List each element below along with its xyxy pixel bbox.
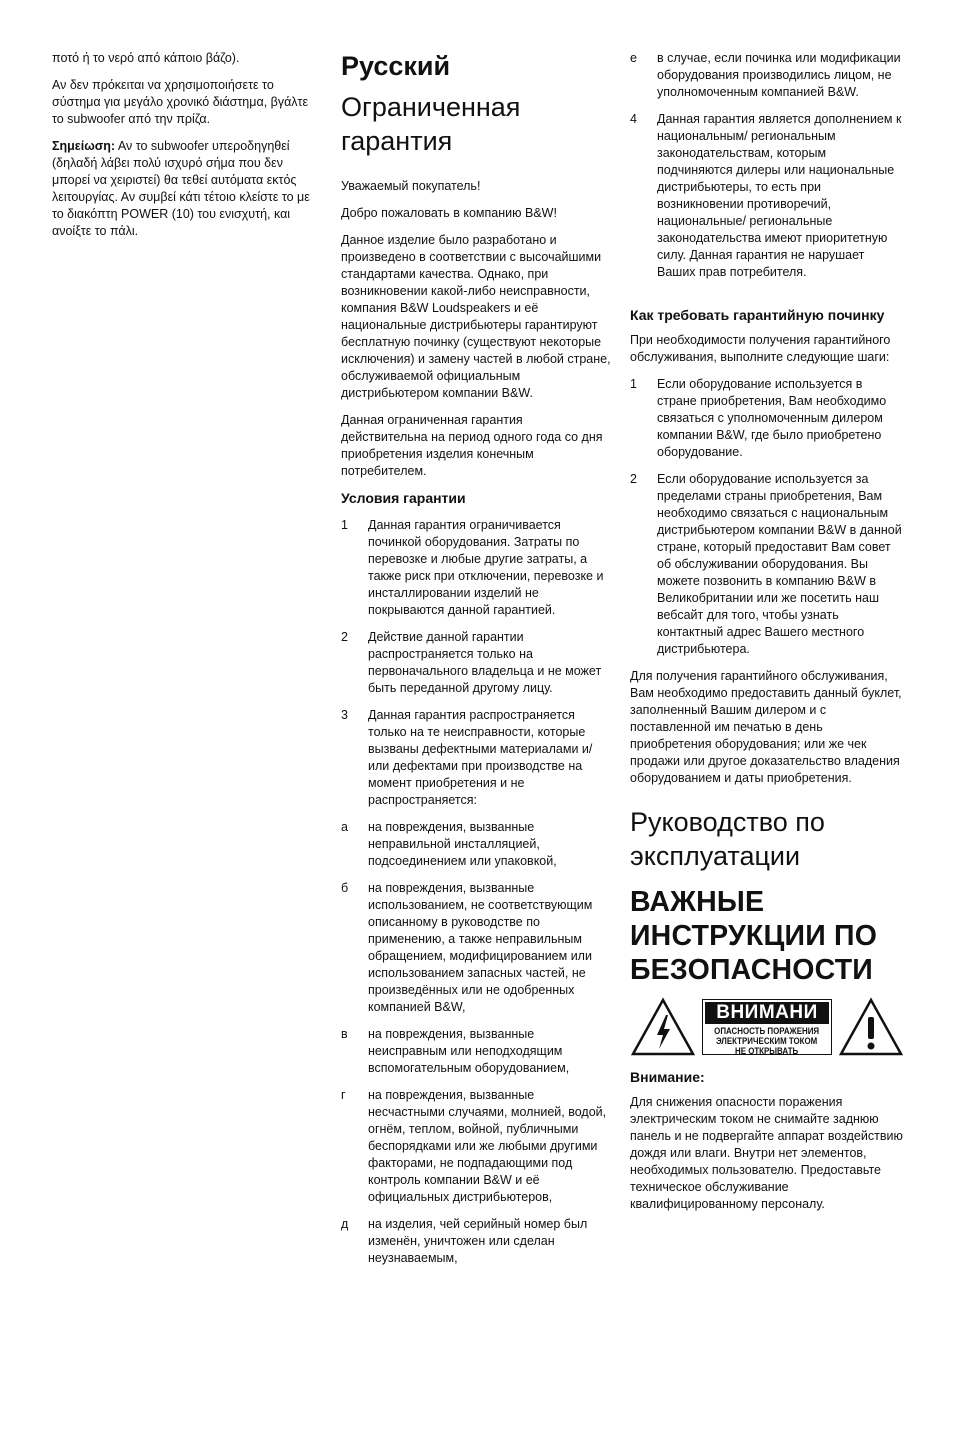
warning-box-title: ВНИМАНИ	[705, 1002, 829, 1024]
item-text: на повреждения, вызванные неправильной инсталляцией, подсоединением или упаковкой,	[368, 820, 557, 868]
item-text: Данная гарантия распространяется только на те неисправности, которые вызваны дефектными материалами и/или дефектами при производстве на момент приобретения и не распространяется:	[368, 708, 593, 807]
item-number: 3	[341, 708, 348, 722]
item-number: 2	[341, 630, 348, 644]
manual-title: Руководство по эксплуатации	[630, 807, 825, 871]
item-number: б	[341, 881, 349, 895]
item-text: Данная гарантия ограничивается починкой оборудования. Затраты по перевозке и любые другие затраты, а также риск при отключении, перевозке и инсталлировании изделий не покрываются данной гарантией.	[368, 518, 604, 617]
greek-paragraph-1: ποτό ή το νερό από κάποιο βάζο).	[52, 51, 240, 65]
item-text: на повреждения, вызванные неисправным или неподходящим вспомогательным оборудованием,	[368, 1027, 570, 1075]
conditions-title: Условия гарантии	[341, 490, 466, 506]
condition-item	[630, 50, 904, 101]
item-number: в	[341, 1027, 348, 1041]
caution-text: Для снижения опасности поражения электрическим током не снимайте заднюю панель и не подвергайте аппарат воздействию дождя или влаги. Внутри нет элементов, необходимых пользователю. Предоставьте техническое обслуживание квалифицированному персоналу.	[630, 1095, 903, 1211]
warranty-intro: Данное изделие было разработано и произведено в соответствии с высочайшими стандартами качества. Однако, при возникновении какой-либо неисправности, компания B&W Loudspeakers и её национальные дистрибьютеры гарантируют бесплатную починку (существуют некоторые исключения) и замену частей в любой стране, обслуживаемой официальным дистрибьютером компании B&W.	[341, 233, 611, 400]
condition-item	[341, 1026, 611, 1077]
russian-warranty-column	[341, 50, 611, 1277]
safety-title: ВАЖНЫЕ ИНСТРУКЦИИ ПО БЕЗОПАСНОСТИ	[630, 886, 878, 986]
claim-intro: При необходимости получения гарантийного обслуживания, выполните следующие шаги:	[630, 333, 891, 364]
warranty-title: Ограниченная гарантия	[341, 92, 521, 156]
condition-item	[341, 517, 611, 619]
item-number: 1	[341, 518, 348, 532]
language-title: Русский	[341, 51, 451, 81]
greeting: Уважаемый покупатель!	[341, 179, 481, 193]
condition-item	[341, 1216, 611, 1267]
greek-note	[52, 138, 320, 240]
warning-label-row	[630, 997, 904, 1057]
greek-note-text: Αν το subwoofer υπεροδηγηθεί (δηλαδή λάβει πολύ ισχυρό σήμα που δεν μπορεί να χειριστεί) θα τεθεί αυτόματα εκτός λειτουργίας. Αν συμβεί κάτι τέτοιο κλείστε το με το διακόπτη POWER (10) του ενισχυτή, και ανοίξτε το πάλι.	[52, 139, 310, 238]
welcome: Добро пожаловать в компанию B&W!	[341, 206, 557, 220]
condition-item	[341, 707, 611, 809]
item-number: е	[630, 51, 637, 65]
warning-box-text: ОПАСНОСТЬ ПОРАЖЕНИЯ ЭЛЕКТРИЧЕСКИМ ТОКОМ НЕ ОТКРЫВАТЬ	[714, 1026, 820, 1056]
item-text: на изделия, чей серийный номер был изменён, уничтожен или сделан неузнаваемым,	[368, 1217, 588, 1265]
greek-paragraph-2: Αν δεν πρόκειται να χρησιμοποιήσετε το σύστημα για μεγάλο χρονικό διάστημα, βγάλτε το subwoofer από την πρίζα.	[52, 78, 309, 126]
claim-item	[630, 376, 904, 461]
condition-item	[341, 1087, 611, 1206]
condition-item	[630, 111, 904, 281]
item-text: в случае, если починка или модификации оборудования производились лицом, не уполномоченным компанией B&W.	[657, 51, 901, 99]
item-number: а	[341, 820, 348, 834]
item-text: Данная гарантия является дополнением к национальным/ региональным законодательствам, которым подчиняются дилеры или национальные дистрибьютеры, то есть при возникновении противоречий, национальные/ региональные законодательства имеют приоритетную силу. Данная гарантия не нарушает Ваших прав потребителя.	[657, 112, 902, 279]
item-number: г	[341, 1088, 346, 1102]
greek-column	[52, 50, 320, 250]
item-text: Если оборудование используется за пределами страны приобретения, Вам необходимо связаться с национальным дистрибьютером компании B&W в данной стране, который предоставит Вам совет об обслуживании оборудования. Вы можете позвонить в компанию B&W в Великобритании или же посетить наш вебсайт для того, чтобы узнать контактный адрес Вашего местного дистрибьютера.	[657, 472, 902, 656]
item-number: д	[341, 1217, 349, 1231]
claim-title: Как требовать гарантийную починку	[630, 307, 885, 323]
item-text: Если оборудование используется в стране приобретения, Вам необходимо связаться с уполномоченным дилером компании B&W, где было приобретено оборудование.	[657, 377, 887, 459]
russian-claim-column	[630, 50, 904, 1223]
condition-item	[341, 880, 611, 1016]
exclamation-warning-icon	[838, 997, 904, 1057]
item-text: на повреждения, вызванные несчастными случаями, молнией, водой, огнём, теплом, войной, публичными беспорядками или же любыми другими факторами, не подпадающими под контроль компании B&W и её официальных дистрибьютеров,	[368, 1088, 607, 1204]
item-number: 4	[630, 112, 637, 126]
claim-item	[630, 471, 904, 658]
caution-title: Внимание:	[630, 1069, 705, 1085]
item-number: 2	[630, 472, 637, 486]
warranty-period: Данная ограниченная гарантия действительна на период одного года со дня приобретения изделия конечным потребителем.	[341, 413, 603, 478]
item-text: Действие данной гарантии распространяется только на первоначального владельца и не может быть переданной другому лицу.	[368, 630, 602, 695]
greek-note-label: Σημείωση:	[52, 139, 116, 153]
condition-item	[341, 629, 611, 697]
item-number: 1	[630, 377, 637, 391]
claim-outro: Для получения гарантийного обслуживания, Вам необходимо предоставить данный буклет, заполненный Вашим дилером и с поставленной им печатью в день приобретения оборудования; или же чек продажи или другое доказательство владения оборудованием и даты приобретения.	[630, 669, 902, 785]
condition-item	[341, 819, 611, 870]
item-text: на повреждения, вызванные использованием, не соответствующим описанному в руководстве по применению, а также неправильным обращением, модифицированием или использованием запасных частей, не произведённых или не одобренных компанией B&W,	[368, 881, 593, 1014]
electric-shock-warning-icon	[630, 997, 696, 1057]
warning-box	[702, 999, 832, 1055]
